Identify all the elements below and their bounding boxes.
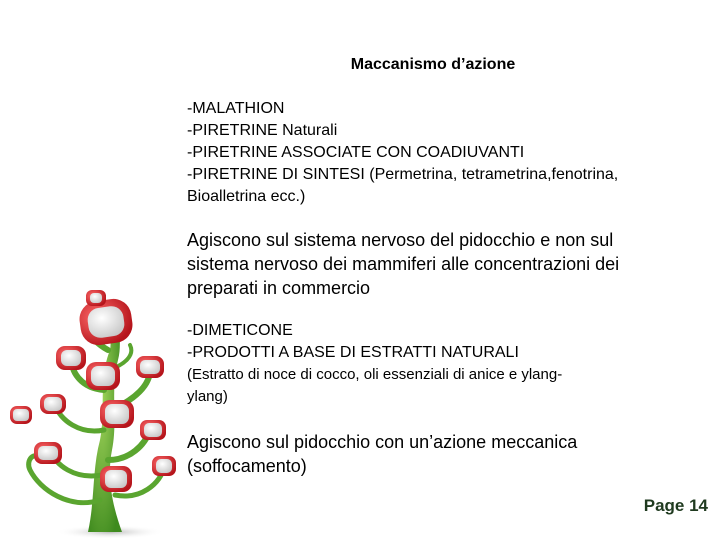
text-line: preparati in commercio [187, 278, 371, 298]
tv-right-4 [152, 456, 176, 476]
nervous-system-explanation [187, 228, 619, 300]
mechanical-action-explanation [187, 430, 577, 478]
text-line: (soffocamento) [187, 456, 307, 476]
list-note: (Estratto di noce di cocco, oli essenziali di anice e ylang- [187, 366, 563, 383]
page-number: Page 14 [643, 496, 708, 515]
tv-right-3 [140, 420, 166, 440]
text-line: sistema nervoso dei mammiferi alle concentrazioni dei [187, 254, 620, 274]
tv-mid [100, 400, 134, 428]
list-item: -DIMETICONE [187, 322, 293, 339]
tv-left-2 [40, 394, 66, 414]
treatment-list [187, 98, 618, 208]
list-item: Bioalletrina ecc.) [187, 188, 306, 205]
mechanical-products-list [187, 320, 562, 408]
list-item: -MALATHION [187, 100, 285, 117]
tv-right-2 [136, 356, 164, 378]
list-item: -PIRETRINE ASSOCIATE CON COADIUVANTI [187, 144, 525, 161]
slide-title: Maccanismo d’azione [350, 56, 516, 73]
tv-left-4 [10, 406, 32, 424]
list-item: -PIRETRINE Naturali [187, 122, 338, 139]
list-note: ylang) [187, 388, 228, 405]
tv-left-1 [56, 346, 86, 370]
tv-large [77, 297, 135, 348]
list-item: -PRODOTTI A BASE DI ESTRATTI NATURALI [187, 344, 519, 361]
plant-tv-tree-illustration [0, 270, 180, 540]
tv-low [100, 466, 132, 492]
tv-top [86, 290, 106, 306]
list-item: -PIRETRINE DI SINTESI (Permetrina, tetrametrina,fenotrina, [187, 166, 619, 183]
tv-left-3 [34, 442, 62, 464]
text-line: Agiscono sul sistema nervoso del pidocchio e non sul [187, 230, 614, 250]
text-line: Agiscono sul pidocchio con un’azione meccanica [187, 432, 578, 452]
tv-right-1 [86, 362, 120, 390]
